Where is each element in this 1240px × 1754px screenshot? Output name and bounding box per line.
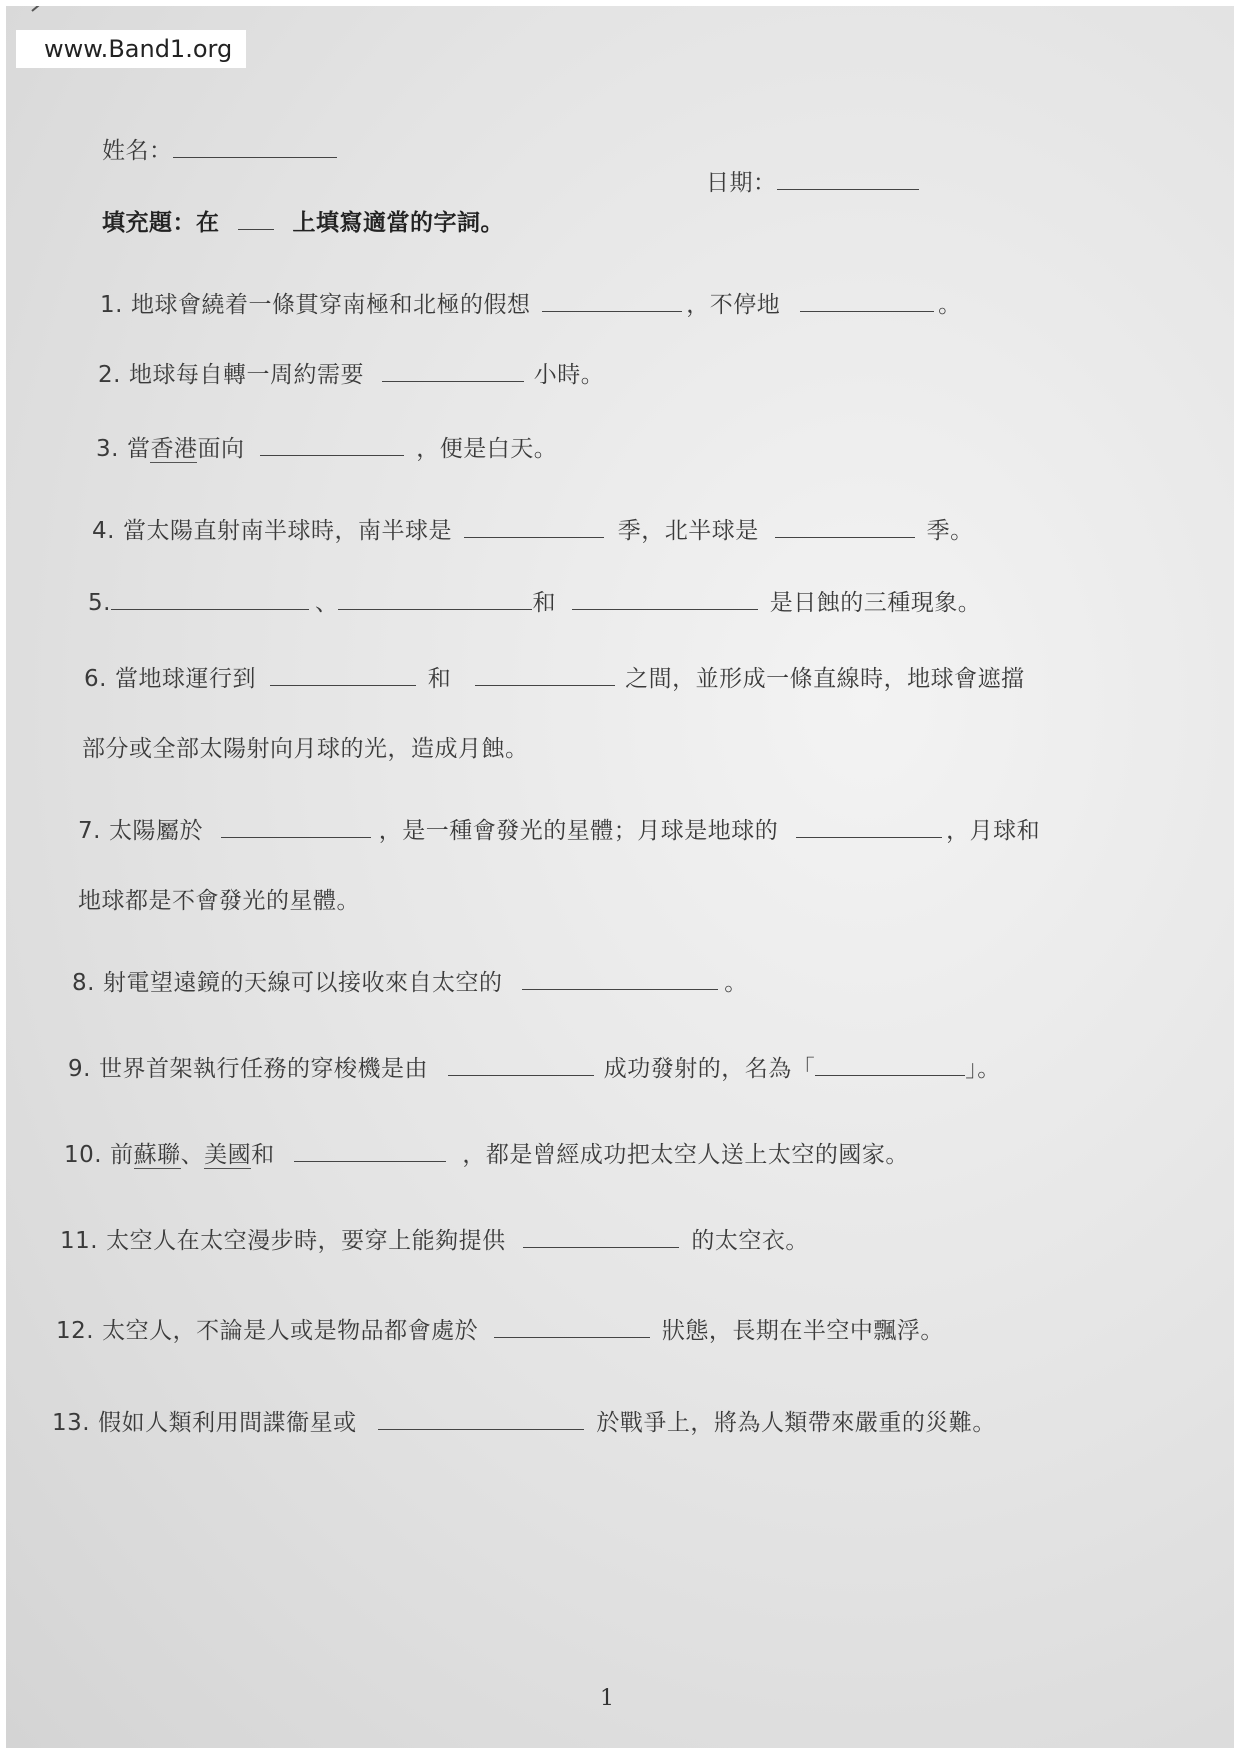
answer-blank[interactable] <box>775 517 915 538</box>
question-text: 地球每自轉一周約需要 <box>128 362 364 388</box>
question-text: 。 <box>724 970 748 996</box>
instructions-part2: 上填寫適當的字詞。 <box>292 210 505 236</box>
question-text: 前 <box>110 1142 134 1168</box>
question-number: 6. <box>84 666 107 692</box>
question-text: 的太空衣。 <box>691 1228 809 1254</box>
answer-blank[interactable] <box>572 589 758 610</box>
question-8 <box>72 964 748 997</box>
question-text: 和 <box>427 666 452 692</box>
question-number: 10. <box>64 1142 103 1168</box>
date-blank[interactable] <box>777 169 919 190</box>
question-text: 於戰爭上，將為人類帶來嚴重的災難。 <box>596 1410 996 1436</box>
question-text: 太陽屬於 <box>108 818 203 844</box>
answer-blank[interactable] <box>338 589 532 610</box>
watermark-label: www.Band1.org <box>16 30 246 68</box>
name-label: 姓名： <box>102 138 173 164</box>
question-text: 、 <box>314 590 339 616</box>
question-text: 成功發射的，名為「 <box>603 1056 816 1082</box>
question-text: 是日蝕的三種現象。 <box>769 590 982 616</box>
corner-mark <box>31 6 51 12</box>
question-text: 世界首架執行任務的穿梭機是由 <box>98 1056 428 1082</box>
question-text: 和 <box>532 590 556 616</box>
answer-blank[interactable] <box>815 1055 965 1076</box>
question-5 <box>88 584 981 617</box>
question-text: 射電望遠鏡的天線可以接收來自太空的 <box>102 970 503 996</box>
answer-blank[interactable] <box>523 1227 679 1248</box>
place-name: 美國 <box>204 1142 252 1168</box>
question-1 <box>100 286 962 319</box>
question-text: 。 <box>938 292 962 318</box>
answer-blank[interactable] <box>464 517 604 538</box>
question-number: 9. <box>68 1056 91 1082</box>
question-text: 當地球運行到 <box>114 666 256 692</box>
question-number: 1. <box>100 292 123 318</box>
place-name: 蘇聯 <box>133 1142 181 1168</box>
answer-blank[interactable] <box>221 817 371 838</box>
name-row <box>102 132 337 165</box>
answer-blank[interactable] <box>260 435 404 456</box>
place-name: 香港 <box>150 436 198 462</box>
question-text: 假如人類利用間諜衞星或 <box>98 1410 357 1436</box>
question-4 <box>92 512 974 545</box>
instructions-blank-sample <box>238 209 274 230</box>
date-row <box>706 164 919 197</box>
question-text: 、 <box>180 1142 205 1168</box>
question-text: ，月球和 <box>946 818 1041 844</box>
question-text: 季，北半球是 <box>617 518 759 544</box>
answer-blank[interactable] <box>494 1317 650 1338</box>
question-number: 13. <box>52 1410 91 1436</box>
question-text: 和 <box>251 1142 275 1168</box>
question-2 <box>98 356 604 389</box>
question-number: 7. <box>78 818 101 844</box>
date-label: 日期： <box>706 170 777 196</box>
answer-blank[interactable] <box>796 817 942 838</box>
question-text: 狀態，長期在半空中飄浮。 <box>661 1318 944 1344</box>
name-blank[interactable] <box>173 137 337 158</box>
question-9 <box>68 1050 1001 1083</box>
question-text: ，都是曾經成功把太空人送上太空的國家。 <box>462 1142 909 1168</box>
question-text: 太空人，不論是人或是物品都會處於 <box>102 1318 479 1344</box>
question-7 <box>78 812 1040 845</box>
question-number: 5. <box>88 590 111 616</box>
question-11 <box>60 1222 809 1255</box>
question-text: ，是一種會發光的星體；月球是地球的 <box>378 818 779 844</box>
question-12 <box>56 1312 944 1345</box>
worksheet-page <box>6 6 1234 1748</box>
question-number: 3. <box>96 436 119 462</box>
answer-blank[interactable] <box>378 1409 584 1430</box>
question-text: 小時。 <box>533 362 605 388</box>
question-number: 11. <box>60 1228 99 1254</box>
question-3 <box>96 430 557 463</box>
answer-blank[interactable] <box>270 665 416 686</box>
answer-blank[interactable] <box>111 589 309 610</box>
question-text: 當 <box>126 436 151 462</box>
answer-blank[interactable] <box>800 291 934 312</box>
question-text: 季。 <box>926 518 974 544</box>
question-text: ，便是白天。 <box>416 436 558 462</box>
answer-blank[interactable] <box>475 665 615 686</box>
question-number: 12. <box>56 1318 95 1344</box>
answer-blank[interactable] <box>448 1055 594 1076</box>
instructions <box>102 204 504 237</box>
question-text: 面向 <box>197 436 245 462</box>
answer-blank[interactable] <box>382 361 524 382</box>
question-10 <box>64 1136 909 1169</box>
answer-blank[interactable] <box>294 1141 446 1162</box>
page-number: 1 <box>600 1686 614 1711</box>
question-number: 4. <box>92 518 115 544</box>
answer-blank[interactable] <box>542 291 682 312</box>
question-13 <box>52 1404 996 1437</box>
instructions-part1: 填充題：在 <box>102 210 220 236</box>
question-6 <box>84 660 1025 693</box>
question-text: 太空人在太空漫步時，要穿上能夠提供 <box>106 1228 506 1254</box>
answer-blank[interactable] <box>522 969 718 990</box>
question-text: 」。 <box>965 1056 1001 1082</box>
question-text: 地球會繞着一條貫穿南極和北極的假想 <box>130 292 531 318</box>
question-6-line2: 部分或全部太陽射向月球的光，造成月蝕。 <box>82 736 529 762</box>
question-text: 當太陽直射南半球時，南半球是 <box>122 518 452 544</box>
question-7-line2: 地球都是不會發光的星體。 <box>78 888 360 914</box>
question-number: 2. <box>98 362 121 388</box>
question-text: ，不停地 <box>686 292 781 318</box>
question-number: 8. <box>72 970 95 996</box>
question-text: 之間，並形成一條直線時，地球會遮擋 <box>625 666 1025 692</box>
